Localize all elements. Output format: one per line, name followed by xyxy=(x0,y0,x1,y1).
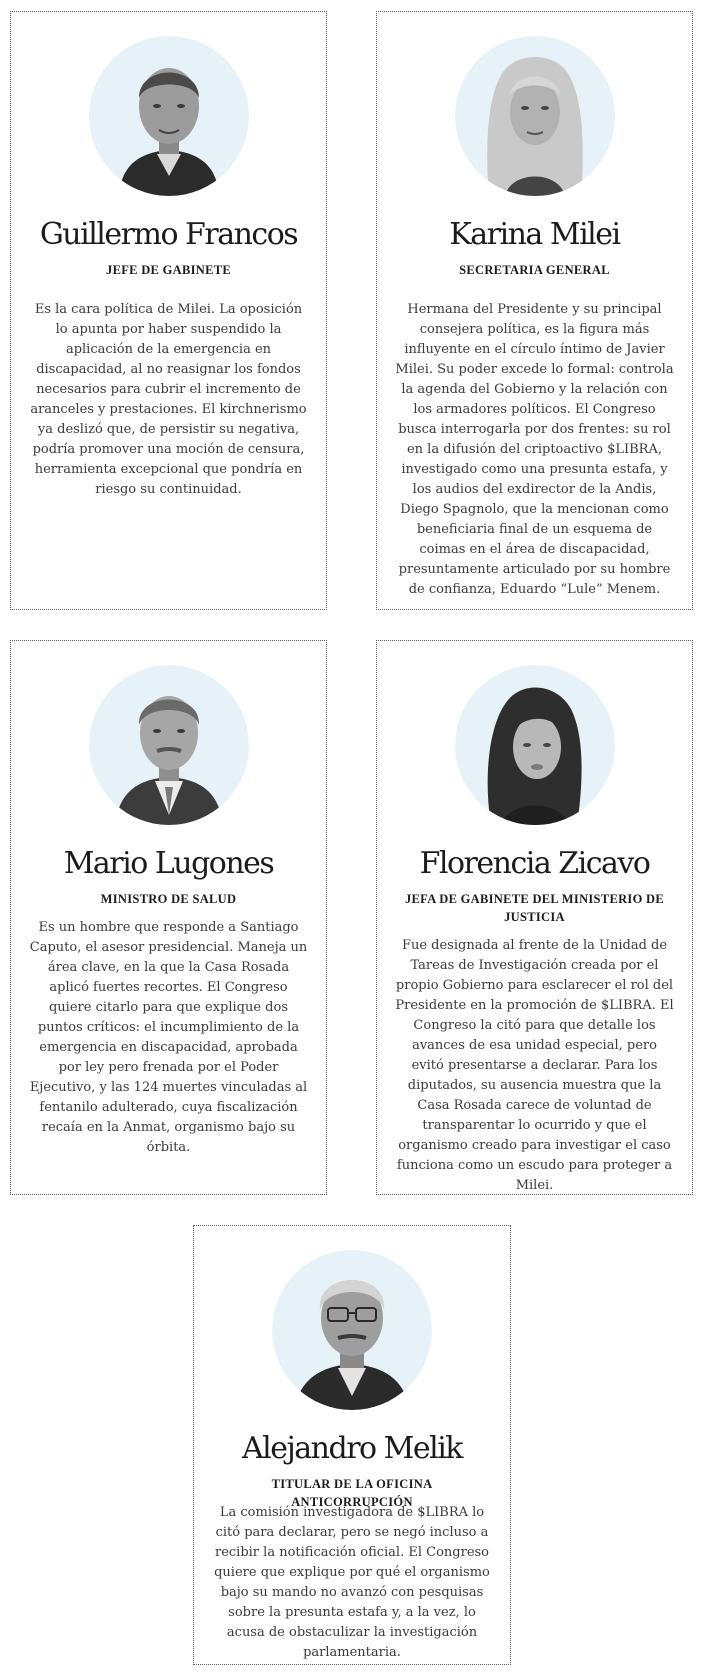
portrait-image xyxy=(455,36,615,196)
profile-bio: Es un hombre que responde a Santiago Caputo, el asesor presidencial. Maneja un área clave, en la que la Casa Rosada aplicó fuertes recortes. El Congreso quiere citarlo para que explique dos puntos críticos: el incumplimiento de la emergencia en discapacidad, aprobada por ley pero frenada por el Poder Ejecutivo, y las 124 muertes vinculadas al fentanilo adulterado, cuya fiscalización recaía en la Anmat, organismo bajo su órbita. xyxy=(29,920,308,1155)
portrait-image xyxy=(89,36,249,196)
profile-card-alejandro-melik xyxy=(193,1225,511,1665)
profile-role: JEFE DE GABINETE xyxy=(106,263,231,277)
profile-name: Guillermo Francos xyxy=(39,217,298,252)
profile-name: Mario Lugones xyxy=(63,846,274,881)
profile-bio: Fue designada al frente de la Unidad de Tareas de Investigación creada por el propio Gobierno para esclarecer el rol del Presidente en la promoción de $LIBRA. El Congreso la citó para que detalle los avances de esa unidad especial, pero evitó presentarse a declarar. Para los diputados, su ausencia muestra que la Casa Rosada carece de voluntad de transparentar lo ocurrido y que el organismo creado para investigar el caso funciona como un escudo para proteger a Milei. xyxy=(395,938,674,1193)
profile-bio: La comisión investigadora de $LIBRA lo citó para declarar, pero se negó incluso a recibir la notificación oficial. El Congreso quiere que explique por qué el organismo bajo su mando no avanzó con pesquisas sobre la presunta estafa y, a la vez, lo acusa de obstaculizar la investigación parlamentaria. xyxy=(214,1505,490,1660)
profile-card-florencia-zicavo xyxy=(376,640,693,1195)
profile-role: MINISTRO DE SALUD xyxy=(100,892,237,906)
profile-card-karina-milei xyxy=(376,11,693,610)
portrait-photo-mario-lugones xyxy=(89,665,249,825)
portrait-photo-florencia-zicavo xyxy=(455,665,615,825)
profile-role: JEFA DE GABINETE DEL MINISTERIO DE JUSTICIA xyxy=(405,892,664,924)
portrait-image xyxy=(455,665,615,825)
portrait-photo-alejandro-melik xyxy=(272,1250,432,1410)
portrait-photo-guillermo-francos xyxy=(89,36,249,196)
portrait-image xyxy=(89,665,249,825)
profile-card-mario-lugones xyxy=(10,640,327,1195)
profile-bio: Hermana del Presidente y su principal consejera política, es la figura más influyente en el círculo íntimo de Javier Milei. Su poder excede lo formal: controla la agenda del Gobierno y la relación con los armadores políticos. El Congreso busca interrogarla por dos frentes: su rol en la difusión del criptoactivo $LIBRA, investigado como una presunta estafa, y los audios del exdirector de la Andis, Diego Spagnolo, que la mencionan como beneficiaria final de un esquema de coimas en el área de discapacidad, presuntamente articulado por su hombre de confianza, Eduardo “Lule” Menem. xyxy=(395,302,674,597)
profile-bio: Es la cara política de Milei. La oposición lo apunta por haber suspendido la aplicación de la emergencia en discapacidad, al no reasignar los fondos necesarios para cubrir el incremento de aranceles y prestaciones. El kirchnerismo ya deslizó que, de persistir su negativa, podría promover una moción de censura, herramienta excepcional que pondría en riesgo su continuidad. xyxy=(30,302,307,497)
profile-role: TITULAR DE LA OFICINA ANTICORRUPCIÓN xyxy=(271,1477,433,1509)
profile-name: Alejandro Melik xyxy=(241,1431,462,1466)
profile-name: Florencia Zicavo xyxy=(419,846,650,881)
portrait-image xyxy=(272,1250,432,1410)
portrait-photo-karina-milei xyxy=(455,36,615,196)
profile-card-guillermo-francos xyxy=(10,11,327,610)
profile-name: Karina Milei xyxy=(449,217,620,252)
profile-role: SECRETARIA GENERAL xyxy=(459,263,610,277)
